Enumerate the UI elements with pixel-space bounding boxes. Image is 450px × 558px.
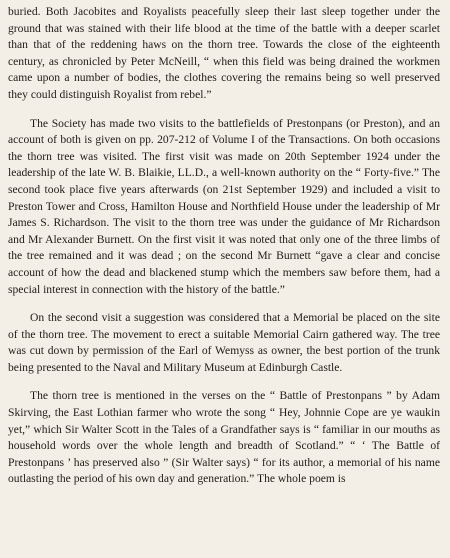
- paragraph-thorn-tree-poem: The thorn tree is mentioned in the verses on the “ Battle of Prestonpans ” by Adam Skirving, the East Lothian farmer who wrote the song “ Hey, Johnnie Cope are ye waukin yet,” which Sir Walter Scott in the Tales of a Grandfather says is “ familiar in our mouths as household words over the whole length and breadth of Scotland.” “ ‘ The Battle of Prestonpans ’ has preserved also ” (Sir Walter says) “ for its author, a memorial of his name outlasting the period of his own day and generation.” The whole poem is: [8, 389, 440, 486]
- paragraph-memorial-suggestion: On the second visit a suggestion was considered that a Memorial be placed on the site of the thorn tree. The movement to erect a suitable Memorial Cairn gathered way. The tree was cut down by permission of the Earl of Wemyss as owner, the best portion of the trunk being presented to the Naval and Military Museum at Edinburgh Castle.: [8, 311, 440, 374]
- paragraph-burial-account: buried. Both Jacobites and Royalists peacefully sleep their last sleep together under the ground that was stained with their life blood at the time of the battle with a deeper scarlet than that of the reddening haws on the thorn tree. Towards the close of the eighteenth century, as chronicled by Peter McNeill, “ when this field was being drained the workmen came upon a number of bodies, the clothes covering the remains being so well preserved they could distinguish Royalist from rebel.”: [8, 5, 440, 101]
- page-bottom-fade: [0, 550, 450, 558]
- paragraph-society-visits: The Society has made two visits to the battlefields of Prestonpans (or Preston), and an account of both is given on pp. 207-212 of Volume I of the Transactions. On both occasions the thorn tree was visited. The first visit was made on 20th September 1924 under the leadership of the late W. B. Blaikie, LL.D., a well-known authority on the “ Forty-five.” The second took place five years afterwards (on 21st September 1929) and included a visit to Preston Tower and Cross, Hamilton House and Northfield House under the leadership of Mr James S. Richardson. The visit to the thorn tree was under the guidance of Mr Richardson and Mr Alexander Burnett. On the first visit it was noted that only one of the three limbs of the tree remained and it was dead ; on the second Mr Burnett “gave a clear and concise account of how the dead and blackened stump which the members saw before them, had a special interest in connection with the history of the battle.”: [8, 116, 440, 296]
